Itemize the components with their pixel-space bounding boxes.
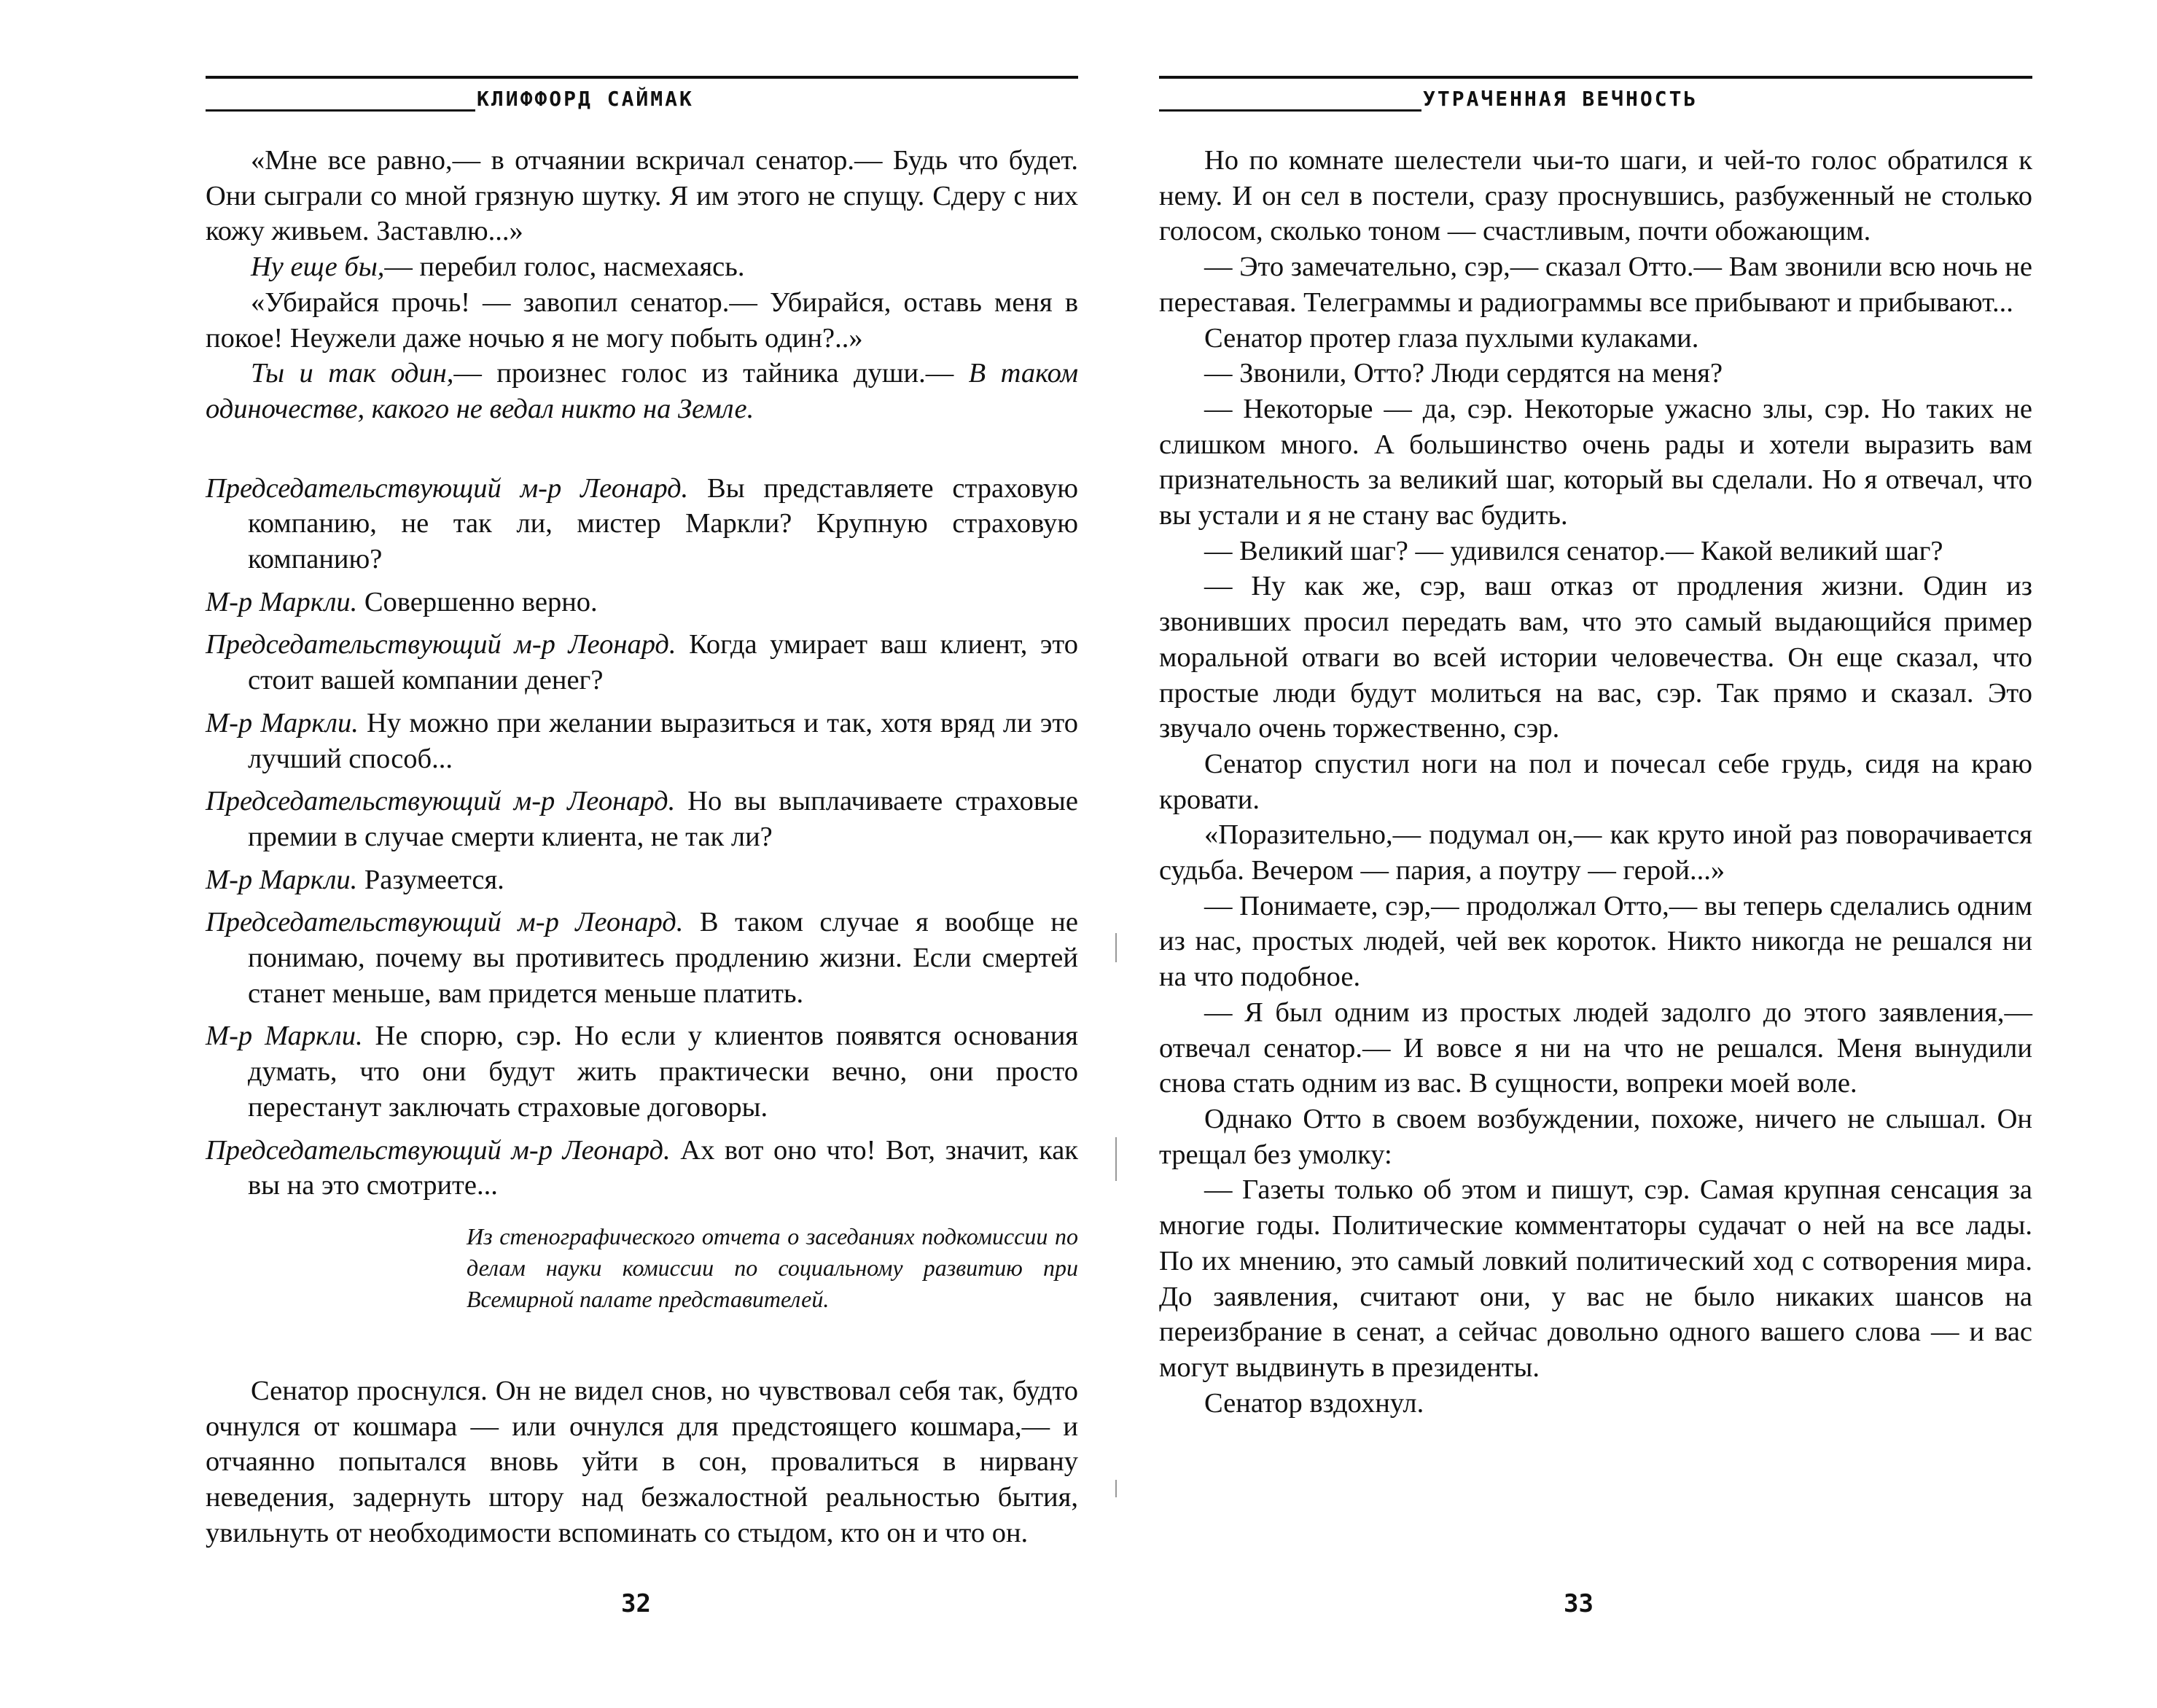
transcript-line — [206, 784, 1078, 854]
speech-text: Когда умирает ваш клиент, это стоит вашей компании денег? — [248, 629, 1078, 696]
speaker-name: М-р Маркли. — [206, 864, 358, 895]
speaker-name: Председательствующий м-р Леонард. — [206, 629, 676, 660]
speaker-name: Председательствующий м-р Леонард. — [206, 786, 676, 817]
speaker-name: М-р Маркли. — [206, 707, 359, 738]
italic-voice: В таком одиночестве, какого не ведал никто на Земле. — [206, 358, 1079, 424]
paragraph: Сенатор вздохнул. — [1204, 1387, 1424, 1419]
left-body-text — [206, 143, 1078, 1551]
scan-speck — [1115, 933, 1117, 962]
paragraph: Сенатор проснулся. Он не видел снов, но чувствовал себя так, будто очнулся от кошмара — или очнулся для предстоящего кошмара,— и отчаянно попытался вновь уйти в сон, провалиться в нирвану неведения, задернуть штору над безжалостной реальностью бытия, увильнуть от необходимости вспоминать со стыдом, кто он и что он. — [206, 1375, 1078, 1548]
top-rule — [206, 76, 1078, 79]
paragraph — [206, 356, 1078, 426]
right-page — [1159, 0, 2032, 1708]
transcript-line — [206, 585, 1078, 620]
paragraph: — Звонили, Отто? Люди сердятся на меня? — [1204, 358, 1723, 389]
speaker-name: М-р Маркли. — [206, 586, 358, 617]
paragraph: — Газеты только об этом и пишут, сэр. Самая крупная сенсация за многие годы. Политические комментаторы судачат о ней на все лады. По их мнению, это самый ловкий политический ход с сотворения мира. До заявления, считают они, у вас не было никаких шансов на переизбрание в сенат, а сейчас довольно одного вашего слова — и вас могут выдвинуть в президенты. — [1159, 1174, 2032, 1383]
transcript-line — [206, 706, 1078, 776]
scan-speck — [1115, 1480, 1117, 1497]
paragraph: «Поразительно,— подумал он,— как круто иной раз поворачивается судьба. Вечером — пария, а поутру — герой...» — [1159, 819, 2032, 886]
paragraph: — Некоторые — да, сэр. Некоторые ужасно злы, сэр. Но таких не слишком много. А большинство очень рады и хотели выразить вам признательность за великий шаг, который вы сделали. Но я отвечал, что вы устали и я не стану вас будить. — [1159, 393, 2032, 531]
running-header — [1159, 86, 2032, 112]
transcript — [206, 471, 1078, 1204]
transcript-line — [206, 862, 1078, 898]
speech-text: Но вы выплачиваете страховые премии в случае смерти клиента, не так ли? — [248, 786, 1079, 852]
transcript-line — [206, 627, 1078, 698]
speech-text: Ну можно при желании выразиться и так, хотя вряд ли это лучший способ... — [248, 707, 1078, 774]
italic-voice: Ты и так один, — [251, 358, 454, 389]
speech-text: В таком случае я вообще не понимаю, почему вы противитесь продлению жизни. Если смертей станет меньше, вам придется меньше платить. — [248, 907, 1078, 1009]
paragraph-text: — перебил голос, насмехаясь. — [384, 251, 745, 283]
speaker-name: Председательствующий м-р Леонард. — [206, 472, 689, 504]
speech-text: Не спорю, сэр. Но если у клиентов появятся основания думать, что они будут жить практически вечно, они просто перестанут заключать страховые договоры. — [248, 1021, 1078, 1123]
paragraph — [206, 249, 1078, 285]
speaker-name: Председательствующий м-р Леонард. — [206, 907, 684, 938]
transcript-line — [206, 905, 1078, 1011]
speech-text: Разумеется. — [364, 864, 504, 895]
paragraph: Сенатор протер глаза пухлыми кулаками. — [1204, 322, 1699, 354]
paragraph: — Великий шаг? — удивился сенатор.— Какой великий шаг? — [1204, 535, 1943, 566]
paragraph: — Понимаете, сэр,— продолжал Отто,— вы теперь сделались одним из нас, простых людей, чей век короток. Никто никогда не решался ни на что подобное. — [1159, 890, 2032, 993]
left-page — [206, 0, 1078, 1708]
transcript-line — [206, 471, 1078, 577]
paragraph: Но по комнате шелестели чьи-то шаги, и чей-то голос обратился к нему. И он сел в постели, сразу проснувшись, разбуженный не столько голосом, сколько тоном — счастливым, почти обожающим. — [1159, 145, 2032, 247]
paragraph: Однако Отто в своем возбуждении, похоже, ничего не слышал. Он трещал без умолку: — [1159, 1103, 2032, 1170]
speaker-name: Председательствующий м-р Леонард. — [206, 1134, 671, 1166]
right-body-text — [1159, 143, 2032, 1421]
page-number: 32 — [621, 1589, 651, 1618]
speech-text: Вы представляете страховую компанию, не так ли, мистер Маркли? Крупную страховую компанию? — [248, 472, 1079, 575]
italic-voice: Ну еще бы, — [251, 251, 385, 283]
top-rule — [1159, 76, 2032, 79]
paragraph: — Ну как же, сэр, ваш отказ от продления жизни. Один из звонивших просил передать вам, что это самый выдающийся пример моральной отваги во всей истории человечества. Он еще сказал, что простые люди будут молиться на вас, сэр. Так прямо и сказал. Это звучало очень торжественно, сэр. — [1159, 571, 2032, 744]
paragraph: — Я был одним из простых людей задолго до этого заявления,— отвечал сенатор.— И вовсе я ни на что не решался. Меня вынудили снова стать одним из вас. В сущности, вопреки моей воле. — [1159, 997, 2032, 1099]
paragraph: Сенатор спустил ноги на пол и почесал себе грудь, сидя на краю кровати. — [1159, 748, 2032, 815]
source-note: Из стенографического отчета о заседаниях подкомиссии по делам науки комиссии по социальному развитию при Всемирной палате представителей. — [467, 1222, 1078, 1312]
running-header — [206, 86, 1078, 112]
transcript-line — [206, 1018, 1078, 1125]
paragraph: «Мне все равно,— в отчаянии вскричал сенатор.— Будь что будет. Они сыграли со мной грязную шутку. Я им этого не спущу. Сдеру с них кожу живьем. Заставлю...» — [206, 145, 1078, 247]
page-number: 33 — [1564, 1589, 1594, 1618]
speech-text: Совершенно верно. — [364, 586, 598, 617]
header-rule — [206, 109, 475, 112]
paragraph-text: — произнес голос из тайника души.— — [453, 358, 969, 389]
paragraph: — Это замечательно, сэр,— сказал Отто.— Вам звонили всю ночь не переставая. Телеграммы и радиограммы все прибывают и прибывают... — [1159, 251, 2032, 318]
header-rule — [1159, 109, 1421, 112]
transcript-line — [206, 1133, 1078, 1204]
scan-speck — [1115, 1137, 1117, 1181]
header-title: УТРАЧЕННАЯ ВЕЧНОСТЬ — [1423, 87, 1698, 111]
speech-text: Ах вот оно что! Вот, значит, как вы на это смотрите... — [248, 1134, 1078, 1201]
speaker-name: М-р Маркли. — [206, 1021, 363, 1052]
paragraph: «Убирайся прочь! — завопил сенатор.— Убирайся, оставь меня в покое! Неужели даже ночью я не могу побыть один?..» — [206, 286, 1078, 354]
header-author: КЛИФФОРД САЙМАК — [477, 87, 694, 111]
